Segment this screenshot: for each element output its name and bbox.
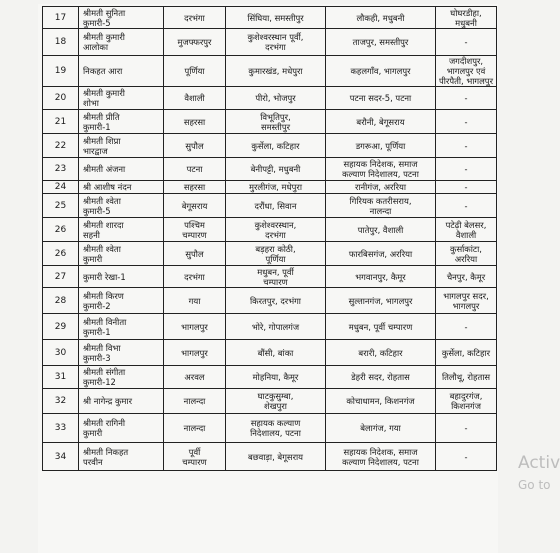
table-row [43,110,497,134]
name-cell: श्रीमती किरण कुमारी-2 [79,288,164,314]
home-district-cell: सहरसा [164,110,226,134]
table-row [43,218,497,242]
additional-charge-cell: - [436,414,497,443]
additional-charge-cell: - [436,110,497,134]
serial-cell: 32 [43,389,79,414]
additional-charge-cell: घोघरडीहा, मधुबनी [436,7,497,29]
serial-cell: 22 [43,134,79,158]
home-district-cell: पश्चिम चम्पारण [164,218,226,242]
additional-charge-cell: कुर्साकांटा, अररिया [436,242,497,266]
current-posting-cell: घाटकुसुम्बा, शेखपुरा [226,389,326,414]
home-district-cell: भागलपुर [164,340,226,366]
home-district-cell: बेगूसराय [164,194,226,218]
serial-cell: 21 [43,110,79,134]
new-posting-cell: रानीगंज, अररिया [326,181,436,194]
name-cell: श्री आशीष नंदन [79,181,164,194]
current-posting-cell: कुशेश्वरस्थान पूर्वी, दरभंगा [226,29,326,56]
new-posting-cell: पातेपुर, वैशाली [326,218,436,242]
additional-charge-cell: - [436,29,497,56]
current-posting-cell: विभूतिपुर, समस्तीपुर [226,110,326,134]
serial-cell: 28 [43,288,79,314]
table-row [43,366,497,389]
table-row [43,242,497,266]
additional-charge-cell: - [436,443,497,471]
current-posting-cell: बौंसी, बांका [226,340,326,366]
current-posting-cell: बड़हरा कोठी, पूर्णिया [226,242,326,266]
serial-cell: 30 [43,340,79,366]
name-cell: श्रीमती शारदा सहनी [79,218,164,242]
current-posting-cell: कुशेश्वरस्थान, दरभंगा [226,218,326,242]
new-posting-cell: डेहरी सदर, रोहतास [326,366,436,389]
current-posting-cell: दरौंधा, सिवान [226,194,326,218]
home-district-cell: नालन्दा [164,389,226,414]
serial-cell: 18 [43,29,79,56]
home-district-cell: पटना [164,158,226,181]
home-district-cell: भागलपुर [164,314,226,340]
additional-charge-cell: - [436,87,497,110]
name-cell: कुमारी रेखा-1 [79,266,164,288]
new-posting-cell: मधुबन, पूर्वी चम्पारण [326,314,436,340]
home-district-cell: गया [164,288,226,314]
table-row [43,29,497,56]
name-cell: श्रीमती प्रीति कुमारी-1 [79,110,164,134]
transfer-table [42,6,497,471]
home-district-cell: सुपौल [164,242,226,266]
table-row [43,181,497,194]
home-district-cell: पूर्वी चम्पारण [164,443,226,471]
current-posting-cell: बेनीपट्टी, मधुबनी [226,158,326,181]
current-posting-cell: मोहनिया, कैमूर [226,366,326,389]
home-district-cell: दरभंगा [164,7,226,29]
new-posting-cell: फारबिसगंज, अररिया [326,242,436,266]
name-cell: श्रीमती निकहत परवीन [79,443,164,471]
table-row [43,266,497,288]
additional-charge-cell: - [436,314,497,340]
additional-charge-cell: - [436,134,497,158]
transfer-table-body [43,7,497,471]
table-row [43,340,497,366]
home-district-cell: नालन्दा [164,414,226,443]
serial-cell: 29 [43,314,79,340]
serial-cell: 27 [43,266,79,288]
additional-charge-cell: भागलपुर सदर, भागलपुर [436,288,497,314]
table-row [43,314,497,340]
current-posting-cell: कुमारखंड, मधेपुरा [226,56,326,87]
table-row [43,134,497,158]
name-cell: श्रीमती सुनिता कुमारी-5 [79,7,164,29]
watermark-line-2: Go to [518,478,551,492]
current-posting-cell: कुर्सेला, कटिहार [226,134,326,158]
new-posting-cell: डगरूआ, पूर्णिया [326,134,436,158]
serial-cell: 31 [43,366,79,389]
name-cell: श्रीमती विनीता कुमारी-1 [79,314,164,340]
serial-cell: 24 [43,181,79,194]
table-row [43,7,497,29]
serial-cell: 34 [43,443,79,471]
name-cell: श्रीमती शिप्रा भारद्वाज [79,134,164,158]
serial-cell: 33 [43,414,79,443]
home-district-cell: मुजफ्फरपुर [164,29,226,56]
home-district-cell: अरवल [164,366,226,389]
new-posting-cell: सहायक निदेशक, समाज कल्याण निदेशालय, पटना [326,158,436,181]
additional-charge-cell: - [436,194,497,218]
current-posting-cell: पीरो, भोजपुर [226,87,326,110]
current-posting-cell: किरतपुर, दरभंगा [226,288,326,314]
table-row [43,87,497,110]
additional-charge-cell: - [436,181,497,194]
watermark-line-1: Activ [518,453,560,473]
new-posting-cell: लौकही, मधुबनी [326,7,436,29]
new-posting-cell: बरौनी, बेगूसराय [326,110,436,134]
name-cell: श्रीमती श्वेता कुमारी-5 [79,194,164,218]
table-row [43,194,497,218]
additional-charge-cell: तिलौथू, रोहतास [436,366,497,389]
serial-cell: 20 [43,87,79,110]
name-cell: श्रीमती रागिनी कुमारी [79,414,164,443]
name-cell: श्रीमती कुमारी शोभा [79,87,164,110]
new-posting-cell: बरारी, कटिहार [326,340,436,366]
table-row [43,288,497,314]
name-cell: श्रीमती विभा कुमारी-3 [79,340,164,366]
serial-cell: 23 [43,158,79,181]
serial-cell: 17 [43,7,79,29]
name-cell: श्रीमती कुमारी आलोका [79,29,164,56]
new-posting-cell: कहलगाँव, भागलपुर [326,56,436,87]
home-district-cell: पूर्णिया [164,56,226,87]
name-cell: श्री नागेन्द्र कुमार [79,389,164,414]
current-posting-cell: बछवाड़ा, बेगूसराय [226,443,326,471]
additional-charge-cell: कुर्सेला, कटिहार [436,340,497,366]
table-row [43,56,497,87]
new-posting-cell: सुल्तानगंज, भागलपुर [326,288,436,314]
home-district-cell: वैशाली [164,87,226,110]
current-posting-cell: सिंघिया, समस्तीपुर [226,7,326,29]
activate-windows-watermark [518,452,560,496]
additional-charge-cell: - [436,158,497,181]
current-posting-cell: मधुबन, पूर्वी चम्पारण [226,266,326,288]
table-row [43,414,497,443]
table-row [43,443,497,471]
new-posting-cell: पटना सदर-5, पटना [326,87,436,110]
home-district-cell: सहरसा [164,181,226,194]
new-posting-cell: भगवानपुर, कैमूर [326,266,436,288]
home-district-cell: सुपौल [164,134,226,158]
serial-cell: 26 [43,218,79,242]
name-cell: श्रीमती अंजना [79,158,164,181]
new-posting-cell: ताजपुर, समस्तीपुर [326,29,436,56]
current-posting-cell: मुरलीगंज, मधेपुरा [226,181,326,194]
additional-charge-cell: जगदीशपुर, भागलपुर एवं पीरपैती, भागलपुर [436,56,497,87]
new-posting-cell: कोचाधामन, किशनगंज [326,389,436,414]
new-posting-cell: गिरियक कतरीसराय, नालन्दा [326,194,436,218]
home-district-cell: दरभंगा [164,266,226,288]
additional-charge-cell: चैनपुर, कैमूर [436,266,497,288]
serial-cell: 25 [43,194,79,218]
serial-cell: 19 [43,56,79,87]
current-posting-cell: सहायक कल्याण निदेशालय, पटना [226,414,326,443]
table-row [43,158,497,181]
serial-cell: 26 [43,242,79,266]
additional-charge-cell: बहादुरगंज, किशनगंज [436,389,497,414]
new-posting-cell: सहायक निदेशक, समाज कल्याण निदेशालय, पटना [326,443,436,471]
name-cell: श्रीमती संगीता कुमारी-12 [79,366,164,389]
name-cell: निकहत आरा [79,56,164,87]
new-posting-cell: बेलागंज, गया [326,414,436,443]
table-row [43,389,497,414]
current-posting-cell: भोरे, गोपालगंज [226,314,326,340]
name-cell: श्रीमती श्वेता कुमारी [79,242,164,266]
additional-charge-cell: पटेढ़ी बेलसर, वैशाली [436,218,497,242]
